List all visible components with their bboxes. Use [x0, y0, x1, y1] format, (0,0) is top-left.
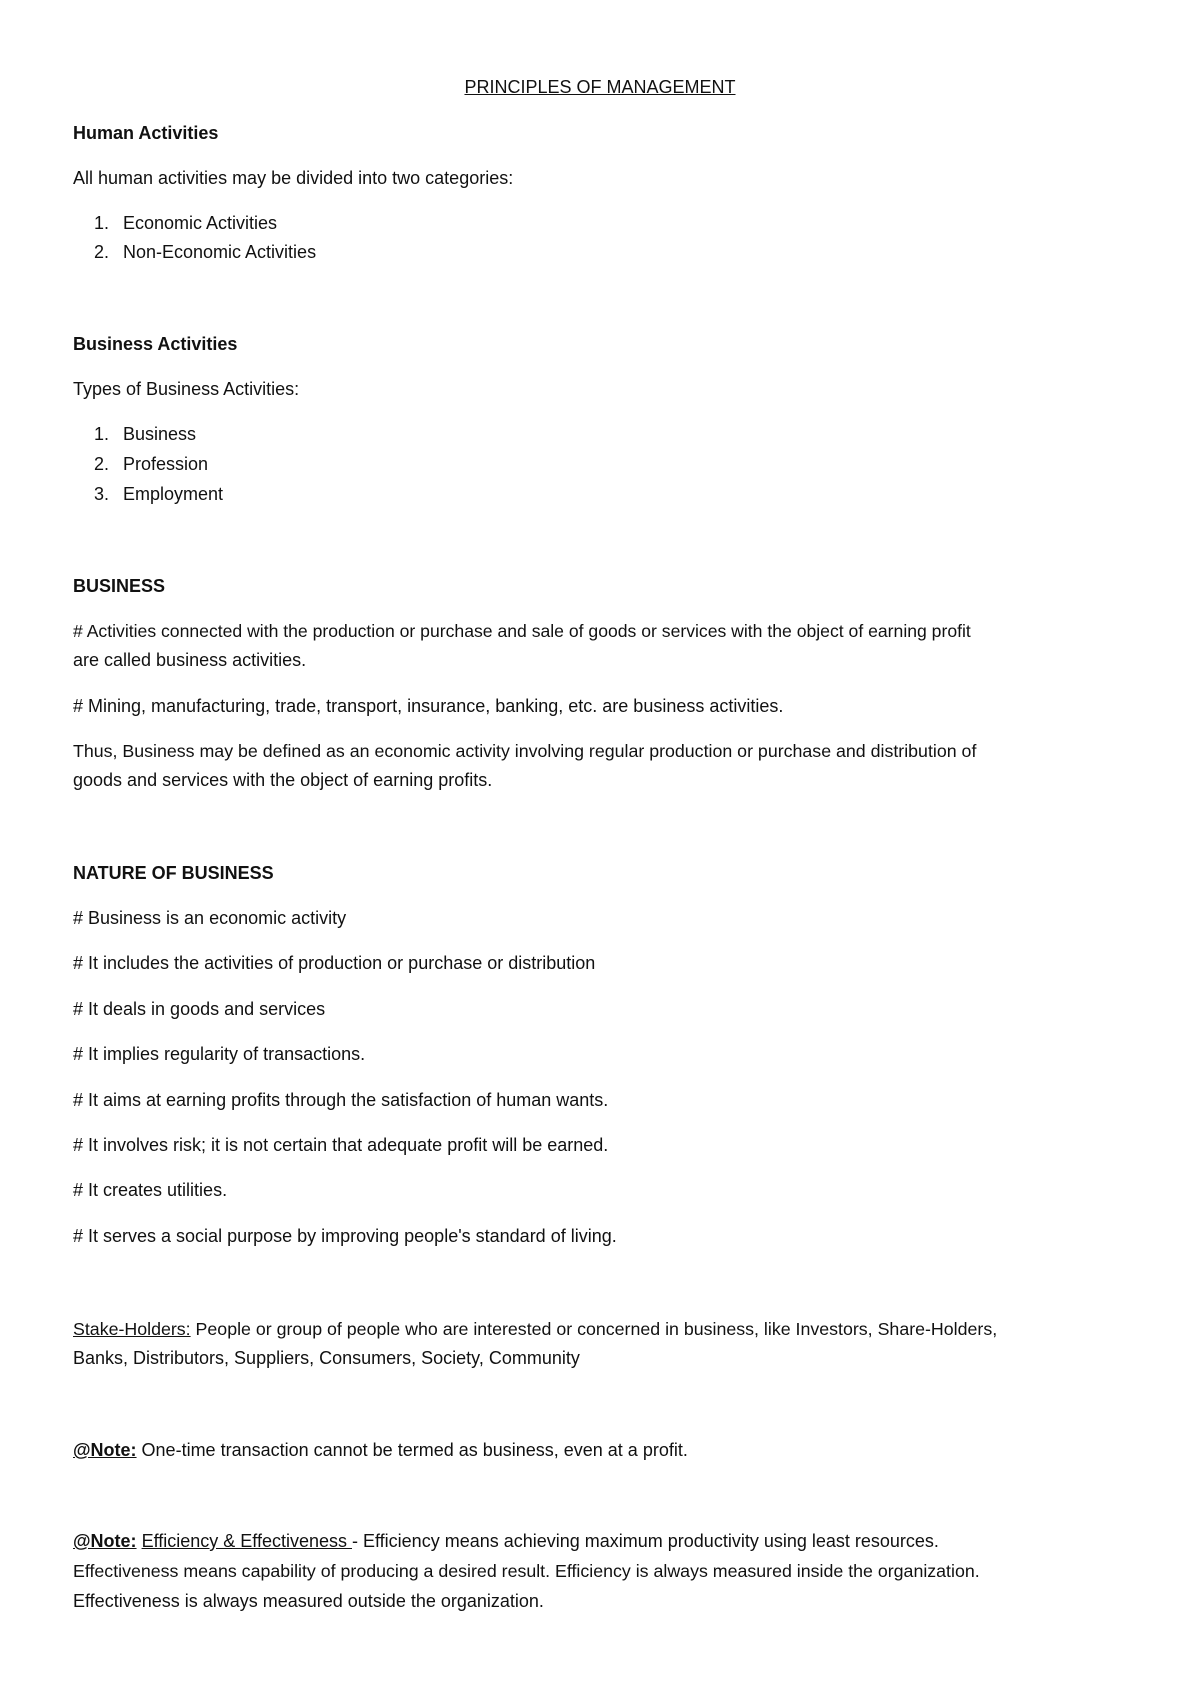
- list-text: Business: [123, 424, 197, 444]
- nature-point: # It involves risk; it is not certain that adequate profit will be earned.: [73, 1135, 609, 1155]
- page-title: PRINCIPLES OF MANAGEMENT: [464, 77, 736, 97]
- stakeholders-text: People or group of people who are interested or concerned in business, like Investors, Share-Holders,: [190, 1319, 998, 1339]
- list-item: [73, 423, 196, 445]
- business-paragraph-3: Thus, Business may be defined as an economic activity involving regular production or purchase and distribution of: [73, 741, 977, 761]
- note-text-cont: Effectiveness is always measured outside the organization.: [73, 1591, 544, 1611]
- business-paragraph-1: # Activities connected with the production or purchase and sale of goods or services with the object of earning profit: [73, 621, 971, 641]
- list-number: 3.: [93, 484, 109, 504]
- heading-business-activities: Business Activities: [73, 334, 238, 354]
- note-label: @Note:: [73, 1440, 137, 1460]
- list-text: Economic Activities: [123, 213, 278, 233]
- list-item: [73, 241, 316, 263]
- stakeholders-paragraph-cont: Banks, Distributors, Suppliers, Consumers, Society, Community: [73, 1348, 580, 1368]
- note-sublabel: Efficiency & Effectiveness: [141, 1531, 352, 1551]
- note-one-time-transaction: [73, 1439, 688, 1461]
- list-item: [73, 483, 223, 505]
- business-paragraph-3-cont: goods and services with the object of earning profits.: [73, 770, 493, 790]
- list-number: 2.: [93, 454, 109, 474]
- list-text: Employment: [123, 484, 224, 504]
- note-text: - Efficiency means achieving maximum productivity using least resources.: [352, 1531, 939, 1551]
- business-paragraph-2: # Mining, manufacturing, trade, transport, insurance, banking, etc. are business activities.: [73, 696, 784, 716]
- list-text: Non-Economic Activities: [123, 242, 317, 262]
- business-paragraph-1-cont: are called business activities.: [73, 650, 307, 670]
- list-number: 1.: [93, 424, 109, 444]
- business-activities-intro: Types of Business Activities:: [73, 379, 300, 399]
- list-number: 2.: [93, 242, 109, 262]
- nature-point: # It creates utilities.: [73, 1180, 228, 1200]
- nature-point: # It includes the activities of production or purchase or distribution: [73, 953, 596, 973]
- nature-point: # It serves a social purpose by improving people's standard of living.: [73, 1226, 617, 1246]
- note-text-cont: Effectiveness means capability of producing a desired result. Efficiency is always measured inside the organization.: [73, 1561, 980, 1581]
- nature-point: # It deals in goods and services: [73, 999, 326, 1019]
- list-item: [73, 453, 208, 475]
- human-activities-intro: All human activities may be divided into two categories:: [73, 168, 514, 188]
- list-text: Profession: [123, 454, 209, 474]
- nature-point: # It aims at earning profits through the satisfaction of human wants.: [73, 1090, 609, 1110]
- heading-nature-of-business: NATURE OF BUSINESS: [73, 863, 274, 883]
- stakeholders-paragraph: [73, 1318, 997, 1340]
- heading-human-activities: Human Activities: [73, 123, 219, 143]
- heading-business: BUSINESS: [73, 576, 166, 596]
- nature-point: # Business is an economic activity: [73, 908, 347, 928]
- list-item: [73, 212, 277, 234]
- list-number: 1.: [93, 213, 109, 233]
- note-efficiency-effectiveness: [73, 1530, 939, 1552]
- note-label: @Note:: [73, 1531, 137, 1551]
- nature-point: # It implies regularity of transactions.: [73, 1044, 366, 1064]
- note-text: One-time transaction cannot be termed as business, even at a profit.: [136, 1440, 688, 1460]
- stakeholders-label: Stake-Holders:: [73, 1319, 191, 1339]
